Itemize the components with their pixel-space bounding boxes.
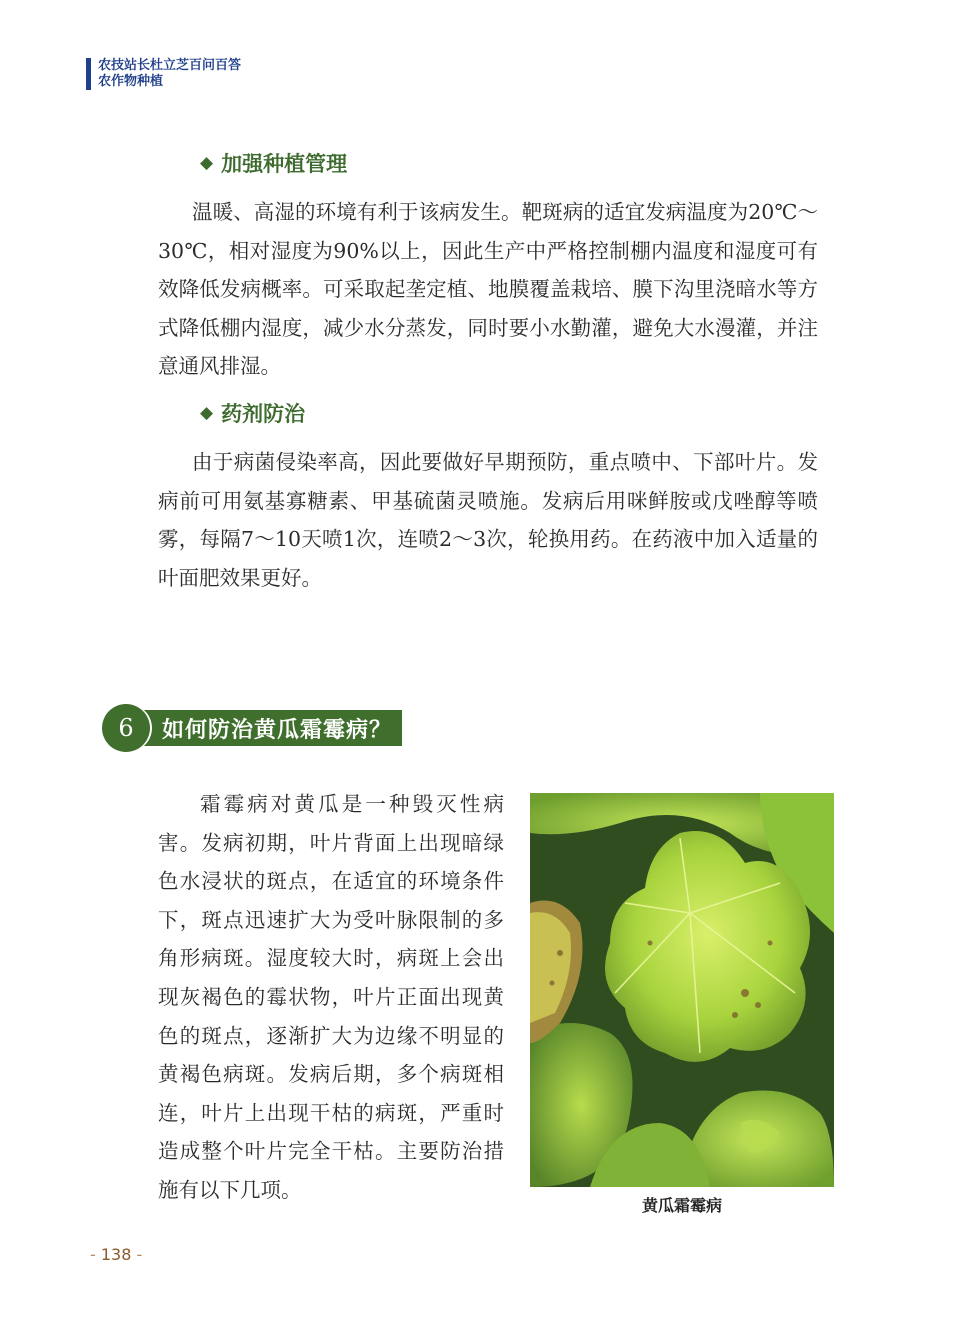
cucumber-downy-mildew-photo <box>530 793 834 1187</box>
page-number <box>90 1245 142 1264</box>
section-heading-text: 药剂防治 <box>221 402 306 426</box>
question-title: 如何防治黄瓜霜霉病？ <box>144 710 402 746</box>
diamond-bullet-icon: ◆ <box>200 153 214 173</box>
figure-caption: 黄瓜霜霉病 <box>641 1196 722 1215</box>
book-subtitle: 农作物种植 <box>98 74 164 89</box>
section-heading-planting-management <box>200 148 347 178</box>
question-heading <box>102 703 402 753</box>
diamond-bullet-icon: ◆ <box>200 403 214 423</box>
question-number-badge: 6 <box>102 704 150 752</box>
section-paragraph-planting: 温暖、高湿的环境有利于该病发生。靶斑病的适宜发病温度为20℃～30℃，相对湿度为90%以上，因此生产中严格控制棚内温度和湿度可有效降低发病概率。可采取起垄定植、地膜覆盖栽培、膜下沟里浇暗水等方式降低棚内湿度，减少水分蒸发，同时要小水勤灌，避免大水漫灌，并注意通风排湿。 <box>158 200 818 378</box>
leaf-photo-illustration <box>530 793 834 1187</box>
header-text <box>98 58 241 90</box>
header-accent-bar <box>86 58 91 90</box>
running-header <box>86 58 241 90</box>
page-number-value: 138 <box>100 1245 132 1264</box>
page-number-dash: - <box>136 1245 143 1264</box>
question-paragraph: 霜霉病对黄瓜是一种毁灭性病害。发病初期，叶片背面上出现暗绿色水浸状的斑点，在适宜的环境条件下，斑点迅速扩大为受叶脉限制的多角形病斑。湿度较大时，病斑上会出现灰褐色的霉状物，叶片正面出现黄色的斑点，逐渐扩大为边缘不明显的黄褐色病斑。发病后期，多个病斑相连，叶片上出现干枯的病斑，严重时造成整个叶片完全干枯。主要防治措施有以下几项。 <box>158 792 504 1202</box>
section-heading-text: 加强种植管理 <box>221 152 348 176</box>
section-paragraph-chemical: 由于病菌侵染率高，因此要做好早期预防，重点喷中、下部叶片。发病前可用氨基寡糖素、甲基硫菌灵喷施。发病后用咪鲜胺或戊唑醇等喷雾，每隔7～10天喷1次，连喷2～3次，轮换用药。在药液中加入适量的叶面肥效果更好。 <box>158 450 818 590</box>
page-number-dash: - <box>90 1245 96 1264</box>
section-heading-chemical-control <box>200 398 305 428</box>
book-title: 农技站长杜立芝百问百答 <box>98 58 242 73</box>
